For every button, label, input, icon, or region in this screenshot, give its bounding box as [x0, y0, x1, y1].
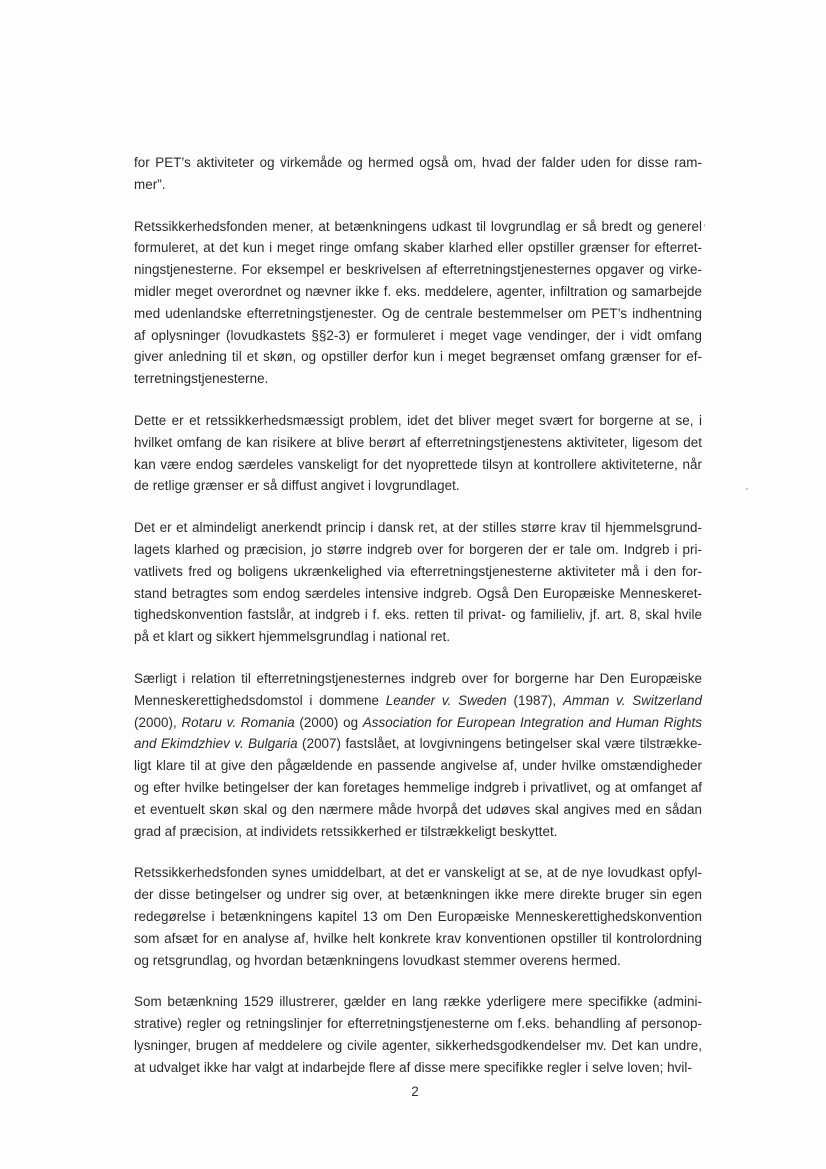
paragraph — [134, 152, 702, 196]
case-name: Leander v. Sweden — [385, 692, 507, 708]
paragraph — [134, 991, 702, 1078]
text-run: Som betænkning 1529 illustrerer, gælder en lang række yderligere mere specifikke (admini-strative) regler og retningslinjer for efterretningstjenesterne om f.eks. behandling af personop-lysninger, brugen af meddelere og civile agenter, sikkerhedsgodkendelser mv. Det kan undre, at udvalget ikke har valgt at indarbejde flere af disse mere specifikke regler i selve loven; hvil- — [134, 994, 702, 1075]
text-run: (2007) fastslået, at lovgivningens betingelser skal være tilstrække-ligt klare til at give den pågældende en passende angivelse af, under hvilke omstændigheder og efter hvilke betingelser der kan foretages hemmelige indgreb i privatlivet, og at omfanget af et eventuelt skøn skal og den nærmere måde hvorpå det udøves skal angives med en sådan grad af præcision, at individets retssikkerhed er tilstrækkeligt beskyttet. — [134, 736, 702, 839]
text-run: (2000) og — [294, 714, 363, 730]
case-name: Rotaru v. Romania — [181, 714, 295, 730]
body-text — [134, 152, 702, 1098]
case-name: Amman v. Switzerland — [562, 692, 702, 708]
paragraph — [134, 410, 702, 497]
paragraph — [134, 862, 702, 971]
text-run: (2000), — [134, 714, 182, 730]
paragraph — [134, 216, 702, 390]
scan-speck — [704, 224, 705, 227]
text-run: for PET’s aktiviteter og virkemåde og hermed også om, hvad der falder uden for disse ram-mer”. — [134, 155, 702, 192]
text-run: Særligt i relation til efterretningstjenesternes indgreb over for borgerne har Den Europæiske Menneskerettighedsdomstol i dommene — [134, 670, 702, 708]
paragraph — [134, 517, 702, 648]
text-run: Dette er et retssikkerhedsmæssigt problem, idet det bliver meget svært for borgerne at se, i hvilket omfang de kan risikere at blive berørt af efterretningstjenestens aktiviteter, ligesom det kan være endog særdeles vanskeligt for det nyoprettede tilsyn at kontrollere aktiviteterne, når de retlige grænser er så diffust angivet i lovgrundlaget. — [134, 412, 702, 494]
scan-speck — [746, 488, 748, 490]
text-run: (1987), — [506, 692, 563, 708]
page-number: 2 — [411, 1084, 419, 1099]
paragraph — [134, 668, 702, 842]
case-name: Association for European Integration and Human Rights and Ekimdzhiev v. Bulgaria — [134, 714, 702, 752]
text-run: Det er et almindeligt anerkendt princip i dansk ret, at der stilles større krav til hjemmelsgrund-lagets klarhed og præcision, jo større indgreb over for borgeren der er tale om. Indgreb i pri-vatlivets fred og boligens ukrænkelighed via efterretningstjenesterne aktiviteter må i den for-stand betragtes som endog særdeles intensive indgreb. Også Den Europæiske Menneskeret-tighedskonvention fastslår, at indgreb i f. eks. retten til privat- og familieliv, jf. art. 8, skal hvile på et klart og sikkert hjemmelsgrundlag i national ret. — [134, 520, 702, 645]
text-run: Retssikkerhedsfonden synes umiddelbart, at det er vanskeligt at se, at de nye lovudkast opfyl-der disse betingelser og undrer sig over, at betænkningen ikke mere direkte bruger sin egen redegørelse i betænkningens kapitel 13 om Den Europæiske Menneskerettighedskonvention som afsæt for en analyse af, hvilke helt konkrete krav konventionen opstiller til kontrolordning og retsgrundlag, og hvordan betænkningens lovudkast stemmer overens hermed. — [134, 865, 702, 968]
text-run: Retssikkerhedsfonden mener, at betænkningens udkast til lovgrundlag er så bredt og generel formuleret, at det kun i meget ringe omfang skaber klarhed eller opstiller grænser for efterret-ningstjenesterne. For eksempel er beskrivelsen af efterretningstjenesternes opgaver og virke-midler meget overordnet og nævner ikke f. eks. meddelere, agenter, infiltration og samarbejde med udenlandske efterretningstjenester. Og de centrale bestemmelser om PET’s indhentning af oplysninger (lovudkastets §§2-3) er formuleret i meget vage vendinger, der i vidt omfang giver anledning til et skøn, og opstiller derfor kun i meget begrænset omfang grænser for ef-terretningstjenesterne. — [134, 218, 702, 387]
